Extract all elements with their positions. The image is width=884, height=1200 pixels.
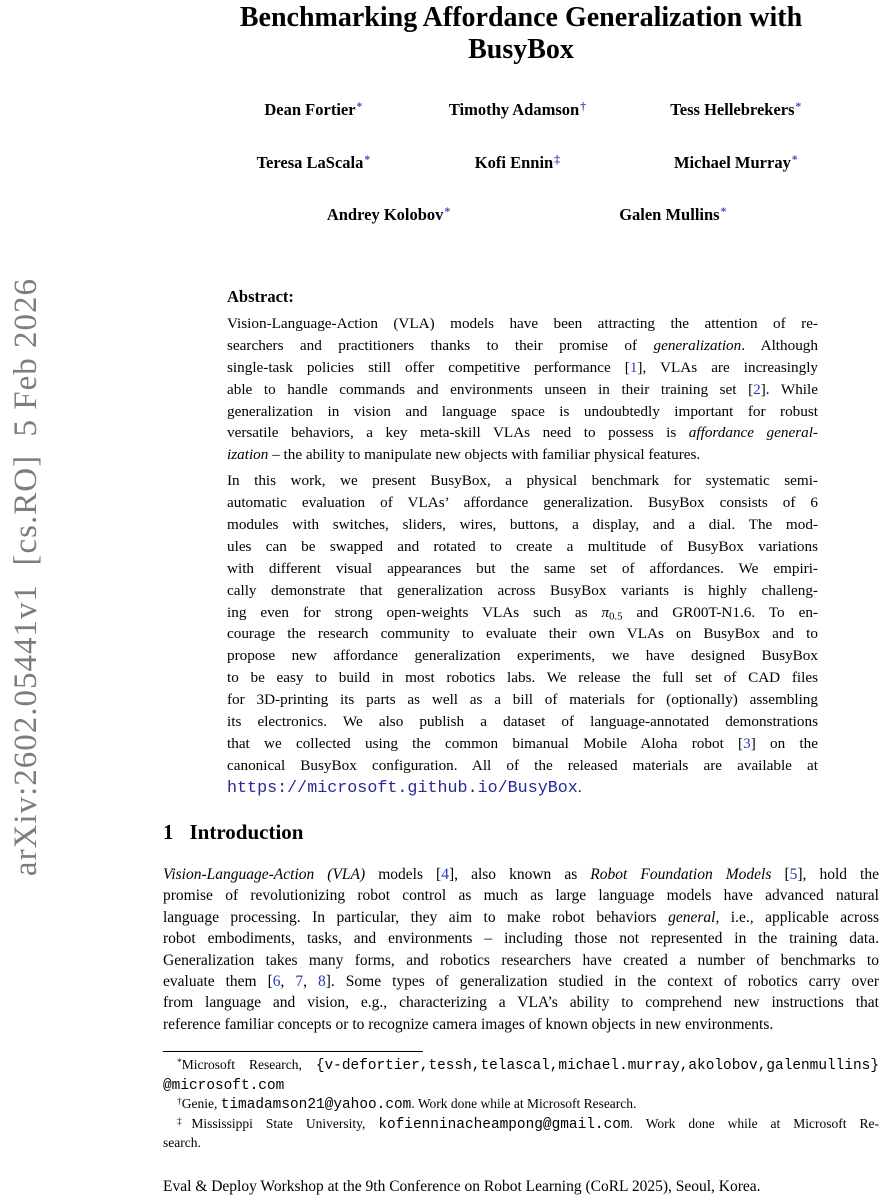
citation-link[interactable]: 3 — [743, 734, 751, 752]
text-segment: Genie, — [181, 1096, 221, 1111]
footnote-marker: † — [177, 1096, 182, 1107]
footnote-line — [163, 1135, 879, 1155]
author-name-text: Andrey Kolobov — [326, 205, 444, 224]
author-row-1 — [163, 100, 879, 122]
footnote-separator-rule — [163, 1051, 423, 1052]
text-segment: able to handle commands and environments unseen in their training set [ — [227, 380, 754, 398]
introduction-line — [163, 930, 879, 951]
abstract-line — [227, 691, 818, 713]
abstract-line — [227, 494, 818, 516]
author-name-text: Dean Fortier — [264, 100, 356, 119]
text-segment: single-task policies still offer competitive performance [ — [227, 358, 630, 376]
abstract-label: Abstract: — [227, 287, 294, 306]
monospace-text: timadamson21@yahoo.com — [220, 1097, 412, 1113]
text-segment: ]. Some types of generalization studied in the context of robotics carry over — [325, 972, 880, 990]
text-segment: search. — [163, 1135, 201, 1150]
author-footnote-marker[interactable]: * — [795, 100, 802, 113]
conference-footer: Eval & Deploy Workshop at the 9th Conference on Robot Learning (CoRL 2025), Seoul, Korea. — [163, 1178, 761, 1195]
text-segment: canonical BusyBox configuration. All of the released materials are available at — [227, 756, 818, 774]
abstract-line — [227, 647, 818, 669]
monospace-text: kofienninacheampong@gmail.com — [378, 1116, 630, 1133]
text-segment: . — [577, 778, 582, 796]
abstract-body — [227, 315, 818, 801]
text-segment: , — [303, 972, 319, 990]
introduction-line — [163, 866, 879, 887]
author-footnote-marker[interactable]: * — [364, 153, 371, 166]
introduction-line — [163, 1016, 879, 1037]
author-block — [163, 0, 879, 240]
citation-link[interactable]: 4 — [441, 866, 449, 883]
author-row-2 — [163, 153, 879, 175]
author-name — [674, 153, 798, 173]
subscript-text: 0.5 — [609, 611, 623, 623]
author-name — [257, 153, 371, 173]
author-footnote-marker[interactable]: ‡ — [554, 153, 561, 166]
author-name-text: Teresa LaScala — [256, 153, 364, 172]
author-name-text: Kofi Ennin — [474, 153, 554, 172]
author-row-3 — [163, 205, 879, 227]
section-heading-introduction — [163, 820, 303, 845]
text-segment: courage the research community to evaluate their own VLAs on BusyBox and to — [227, 625, 818, 643]
section-title: Introduction — [189, 820, 304, 844]
introduction-line — [163, 973, 879, 994]
emphasized-text: affordance general- — [688, 424, 818, 442]
text-segment: from language and vision, e.g., characterizing a VLA’s ability to comprehend new instructions that — [163, 994, 879, 1012]
abstract-line — [227, 735, 818, 757]
footnote-line — [163, 1096, 879, 1116]
emphasized-text: generalization — [653, 336, 742, 354]
abstract-line — [227, 315, 818, 337]
text-column — [163, 0, 879, 1200]
text-segment: versatile behaviors, a key meta-skill VLAs need to possess is — [227, 424, 689, 442]
author-footnote-marker[interactable]: * — [720, 205, 727, 218]
introduction-line — [163, 994, 879, 1015]
footnote-marker: * — [177, 1057, 182, 1068]
text-segment: . Although — [741, 336, 818, 354]
author-name — [264, 100, 362, 120]
text-segment: – the ability to manipulate new objects with familiar physical features. — [268, 446, 701, 464]
text-segment: . Work done while at Microsoft Re- — [629, 1115, 880, 1131]
url-link[interactable]: https://microsoft.github.io/BusyBox — [227, 778, 578, 798]
citation-link[interactable]: 6 — [272, 972, 281, 990]
author-name-text: Tess Hellebrekers — [670, 100, 795, 119]
abstract-line — [227, 359, 818, 381]
text-segment: propose new affordance generalization experiments, we have designed BusyBox — [227, 647, 818, 665]
text-segment: ing even for strong open-weights VLAs such as — [227, 603, 602, 621]
text-segment: that we collected using the common bimanual Mobile Aloha robot [ — [227, 734, 744, 752]
abstract-line — [227, 560, 818, 582]
text-segment: Mississippi State University, — [191, 1115, 379, 1131]
abstract-line — [227, 337, 818, 359]
text-segment: its electronics. We also publish a dataset of language-annotated demonstrations — [227, 713, 818, 731]
arxiv-watermark: arXiv:2602.05441v1 [cs.RO] 5 Feb 2026 — [8, 277, 44, 877]
text-segment: ], VLAs are increasingly — [637, 358, 819, 376]
text-segment: , — [280, 972, 296, 990]
text-segment: . Work done while at Microsoft Research. — [411, 1096, 637, 1111]
footnote-marker: ‡ — [177, 1116, 192, 1127]
text-segment: cally demonstrate that generalization across BusyBox variants is highly challeng- — [227, 581, 818, 599]
emphasized-text: general — [668, 908, 716, 926]
author-name — [449, 100, 586, 120]
author-name — [619, 205, 726, 225]
introduction-line — [163, 952, 879, 973]
footnote-line — [163, 1116, 879, 1136]
text-segment: [ — [771, 866, 790, 883]
abstract-line — [227, 713, 818, 735]
citation-link[interactable]: 5 — [789, 866, 798, 883]
author-footnote-marker[interactable]: * — [791, 153, 798, 166]
text-segment: In this work, we present BusyBox, a physical benchmark for systematic semi- — [227, 472, 818, 490]
text-segment: ], also known as — [448, 866, 591, 883]
abstract-line — [227, 381, 818, 403]
abstract-line — [227, 538, 818, 560]
paper-title-line1: Benchmarking Affordance Generalization with — [239, 2, 803, 33]
text-segment: Vision-Language-Action (VLA) models have been attracting the attention of re- — [227, 315, 818, 332]
footnote-line — [163, 1077, 879, 1097]
introduction-line — [163, 909, 879, 930]
citation-link[interactable]: 1 — [629, 358, 638, 376]
text-segment: and GR00T-N1.6. To en- — [622, 603, 818, 621]
text-segment: evaluate them [ — [163, 972, 273, 990]
abstract-section — [227, 287, 818, 801]
abstract-line — [227, 669, 818, 691]
text-segment: Generalization takes many forms, and robotics researchers have created a number of benchmarks to — [163, 951, 879, 969]
text-segment: ], hold the — [797, 866, 879, 883]
abstract-line — [227, 604, 818, 626]
abstract-line — [227, 757, 818, 779]
author-name-text: Galen Mullins — [619, 205, 720, 224]
monospace-text: {v-defortier,tessh,telascal,michael.murray,akolobov,galenmullins} — [315, 1058, 879, 1074]
abstract-line — [227, 424, 818, 446]
author-name — [475, 153, 560, 173]
paper-title-line2: BusyBox — [468, 34, 574, 65]
text-segment: promise of revolutionizing robot control as much as large language models have advanced natural — [163, 887, 879, 905]
text-segment: ]. While — [760, 380, 818, 398]
monospace-text: @microsoft.com — [163, 1077, 285, 1094]
abstract-line — [227, 516, 818, 538]
author-name-text: Michael Murray — [673, 153, 791, 172]
author-footnote-marker[interactable]: * — [444, 205, 451, 218]
citation-link[interactable]: 8 — [318, 972, 326, 990]
text-segment: reference familiar concepts or to recognize camera images of known objects in new environments. — [163, 1015, 774, 1033]
text-segment: generalization in vision and language space is undoubtedly important for robust — [227, 402, 818, 420]
introduction-line — [163, 887, 879, 908]
text-segment: ] on the — [750, 734, 818, 752]
footnote-line — [163, 1057, 879, 1077]
emphasized-text: ization — [227, 446, 269, 464]
text-segment: , i.e., applicable across — [715, 908, 880, 926]
abstract-paragraph-2 — [227, 472, 818, 800]
citation-link[interactable]: 7 — [295, 972, 304, 990]
emphasized-text: π — [601, 603, 610, 621]
abstract-line — [227, 779, 818, 801]
emphasized-text: Vision-Language-Action (VLA) — [163, 866, 366, 883]
text-segment: ules can be swapped and rotated to create a multitude of BusyBox variations — [227, 537, 818, 555]
text-segment: models [ — [365, 866, 442, 883]
abstract-line — [227, 582, 818, 604]
text-segment: language processing. In particular, they aim to make robot behaviors — [163, 908, 669, 926]
section-number: 1 — [163, 820, 174, 844]
text-segment: for 3D-printing its parts as well as a bill of materials for (optionally) assembling — [227, 691, 818, 709]
text-segment: to be easy to build in most robotics labs. We release the full set of CAD files — [227, 669, 818, 687]
author-name-text: Timothy Adamson — [448, 100, 580, 119]
abstract-paragraph-1 — [227, 315, 818, 468]
abstract-line — [227, 472, 818, 494]
citation-link[interactable]: 2 — [753, 380, 761, 398]
text-segment: with different visual appearances but the same set of affordances. We empiri- — [227, 559, 818, 577]
text-segment: automatic evaluation of VLAs’ affordance generalization. BusyBox consists of 6 — [227, 494, 818, 512]
author-footnote-marker[interactable]: † — [580, 100, 586, 113]
author-name — [327, 205, 450, 225]
abstract-line — [227, 625, 818, 647]
text-segment: robot embodiments, tasks, and environments – including those not represented in the training data. — [163, 930, 879, 948]
footnotes-block — [163, 1057, 879, 1155]
author-footnote-marker[interactable]: * — [356, 100, 363, 113]
text-segment: Microsoft Research, — [181, 1057, 316, 1072]
abstract-line — [227, 446, 818, 468]
text-segment: modules with switches, sliders, wires, buttons, a display, and a dial. The mod- — [227, 516, 818, 534]
author-name — [670, 100, 801, 120]
abstract-line — [227, 403, 818, 425]
text-segment: searchers and practitioners thanks to their promise of — [227, 336, 654, 354]
introduction-body — [163, 866, 879, 1037]
emphasized-text: Robot Foundation Models — [590, 866, 772, 883]
